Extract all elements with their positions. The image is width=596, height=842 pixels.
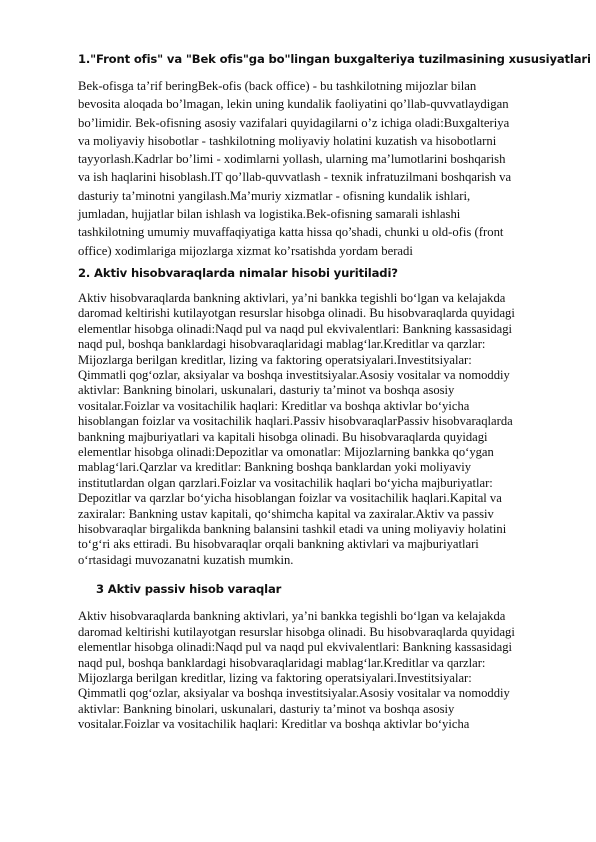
document-content: [78, 52, 591, 733]
section-3-heading: 3 Aktiv passiv hisob varaqlar: [96, 582, 282, 597]
section-2-heading: 2. Aktiv hisobvaraqlarda nimalar hisobi yuritiladi?: [78, 265, 398, 280]
section-1-body: Bek-ofisga ta’rif beringBek-ofis (back office) - bu tashkilotning mijozlar bilan bevosita aloqada bo’lmagan, lekin uning kundalik faoliyatini qo’llab-quvvatlaydigan bo’limidir. Bek-ofisning asosiy vazifalari quyidagilarni o’z ichiga oladi:Buxgalteriya va moliyaviy hisobotlar - tashkilotning moliyaviy holatini kuzatish va hisobotlarni tayyorlash.Kadrlar bo’limi - xodimlarni yollash, ularning ma’lumotlarini boshqarish va ish haqlarini hisoblash.IT qo’llab-quvvatlash - texnik infratuzilmani boshqarish va dasturiy ta’minotni yangilash.Ma’muriy xizmatlar - ofisning kundalik ishlari, jumladan, hujjatlar bilan ishlash va logistika.Bek-ofisning samarali ishlashi tashkilotning umumiy muvaffaqiyatiga katta hissa qo’shadi, chunki u old-ofis (front office) xodimlariga mijozlarga xizmat ko’rsatishda yordam beradi: [78, 79, 512, 258]
section-1-heading: 1."Front ofis" va "Bek ofis"ga bo"lingan buxgalteriya tuzilmasining xususiyatlari: [78, 52, 591, 66]
section-3-body: Aktiv hisobvaraqlarda bankning aktivlari, ya’ni bankka tegishli bo‘lgan va kelajakda daromad keltirishi kutilayotgan resurslar hisobga olinadi. Bu hisobvaraqlarda quyidagi elementlar hisobga olinadi:Naqd pul va naqd pul ekvivalentlari: Bankning kassasidagi naqd pul, boshqa banklardagi hisobvaraqlaridagi mablag‘lar.Kreditlar va qarzlar: Mijozlarga berilgan kreditlar, lizing va faktoring operatsiyalari.Investitsiyalar: Qimmatli qog‘ozlar, aksiyalar va boshqa investitsiyalar.Asosiy vositalar va nomoddiy aktivlar: Bankning binolari, uskunalari, dasturiy ta’minot va boshqa asosiy vositalar.Foizlar va vositachilik haqlari: Kreditlar va boshqa aktivlar bo‘yicha: [78, 609, 515, 732]
section-2-body: Aktiv hisobvaraqlarda bankning aktivlari, ya’ni bankka tegishli bo‘lgan va kelajakda daromad keltirishi kutilayotgan resurslar hisobga olinadi. Bu hisobvaraqlarda quyidagi elementlar hisobga olinadi:Naqd pul va naqd pul ekvivalentlari: Bankning kassasidagi naqd pul, boshqa banklardagi hisobvaraqlaridagi mablag‘lar.Kreditlar va qarzlar: Mijozlarga berilgan kreditlar, lizing va faktoring operatsiyalari.Investitsiyalar: Qimmatli qog‘ozlar, aksiyalar va boshqa investitsiyalar.Asosiy vositalar va nomoddiy aktivlar: Bankning binolari, uskunalari, dasturiy ta’minot va boshqa asosiy vositalar.Foizlar va vositachilik haqlari: Kreditlar va boshqa aktivlar bo‘yicha hisoblangan foizlar va vositachilik haqlari.Passiv hisobvaraqlarPassiv hisobvaraqlarda bankning majburiyatlari va kapitali hisobga olinadi. Bu hisobvaraqlarda quyidagi elementlar hisobga olinadi:Depozitlar va omonatlar: Mijozlarning bankka qo‘ygan mablag‘lari.Qarzlar va kreditlar: Bankning boshqa banklardan yoki moliyaviy institutlardan olgan qarzlari.Foizlar va vositachilik haqlari bo‘yicha majburiyatlar: Depozitlar va qarzlar bo‘yicha hisoblangan foizlar va vositachilik haqlari.Kapital va zaxiralar: Bankning ustav kapitali, qo‘shimcha kapital va zaxiralar.Aktiv va passiv hisobvaraqlar birgalikda bankning balansini tashkil etadi va uning moliyaviy holatini to‘g‘ri aks ettiradi. Bu hisobvaraqlar orqali bankning aktivlari va majburiyatlari o‘rtasidagi muvozanatni kuzatish mumkin.: [78, 290, 515, 567]
